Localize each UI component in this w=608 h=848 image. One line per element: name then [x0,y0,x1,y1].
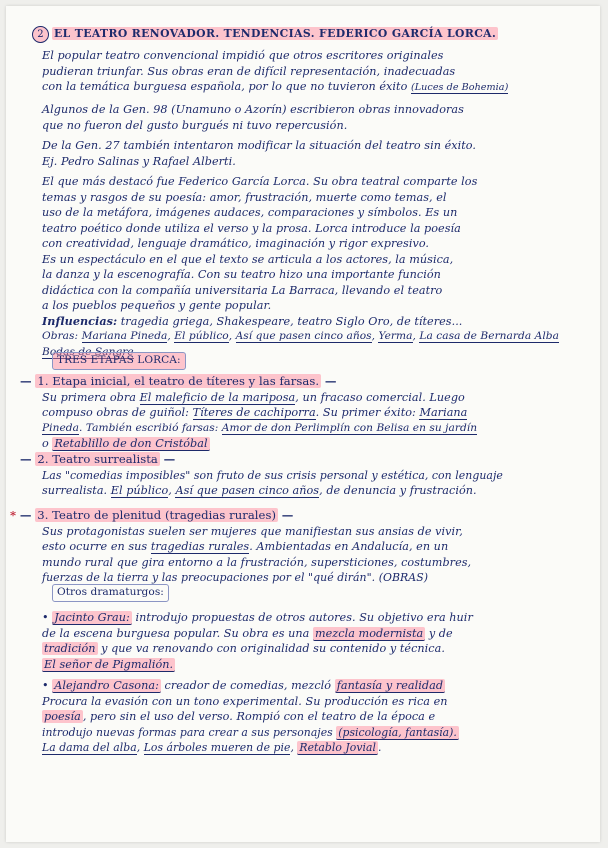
text-line: la danza y la escenografía. Con su teatro hizo una importante función [42,268,441,281]
work-title: Pineda [42,421,80,434]
work-title: Amor de don Perlimplín con Belisa en su jardín [221,421,478,434]
text-span: de la escena burguesa popular. Su obra es una [42,626,310,640]
text-line: uso de la metáfora, imágenes audaces, comparaciones y símbolos. Es un [42,206,458,219]
text-span: Su primera obra [42,390,136,404]
emphasis-text: fantasía y realidad [336,679,444,692]
text-line: didáctica con la compañía universitaria La Barraca, llevando el teatro [42,283,443,297]
work-title: Títeres de cachiporra [192,406,316,419]
text-line: Es un espectáculo en el que el texto se articula a los actores, la música, [42,252,454,266]
work-title: El público [110,484,169,497]
work-title: Mariana Pineda [81,330,168,342]
text-line [20,421,582,437]
text-line: surrealista. El público, Así que pasen cinco años, de denuncia y frustración. [42,484,477,497]
text-line: temas y rasgos de su poesía: amor, frustración, muerte como temas, el [42,190,447,204]
lorca-paragraph [42,174,582,360]
text-line: El que más destacó fue Federico García Lorca. Su obra teatral comparte los [42,175,478,188]
works-line: La dama del alba, Los árboles mueren de pie, Retablo Jovial . [42,741,382,754]
text-line: De la Gen. 27 también intentaron modificar la situación del teatro sin éxito. [42,139,476,152]
emphasis-text: mezcla modernista [315,626,424,640]
text-line: teatro poético donde utiliza el verso y la prosa. Lorca introduce la poesía [42,221,461,235]
section-number: 2 [32,26,49,43]
text-line [20,405,582,421]
emphasis-text: tragedias rurales [150,540,250,553]
work-title: Mariana [419,406,468,419]
text-line: mundo rural que gira entorno a la frustración, supersticiones, costumbres, [42,555,472,569]
work-title: La dama del alba [42,741,137,754]
text-line [42,657,582,673]
work-title: Retablillo de don Cristóbal [54,437,208,450]
text-line [42,641,582,657]
work-title: El maleficio de la mariposa [139,390,296,404]
text-span: . Ambientadas en Andalucía, en un [249,540,449,553]
emphasis-text: tradición [44,642,96,655]
text-span: introdujo propuestas de otros autores. Su objetivo era huir [135,611,473,624]
emphasis-text: (psicología, fantasía). [338,725,457,739]
text-line: Las "comedias imposibles" son fruto de sus crisis personal y estética, con lenguaje [42,468,503,482]
work-title: El público [174,330,229,342]
work-title: El señor de Pigmalión. [44,657,174,671]
text-span: esto ocurre en sus [42,540,148,553]
text-span: compuso obras de guiñol: [42,406,189,419]
text-line: pudieran triunfar. Sus obras eran de difícil representación, inadecuadas [42,64,456,78]
work-title: Así que pasen cinco años [175,484,320,497]
page-title: EL TEATRO RENOVADOR. TENDENCIAS. FEDERICO GARCÍA LORCA. [54,27,497,40]
etapa1-block [20,374,582,452]
work-title: La casa de Bernarda Alba [419,330,559,342]
work-title: Bodas de Sangre [42,345,134,358]
work-title: (Luces de Bohemia) [410,82,509,93]
text-span: y de [428,626,453,640]
etapa2-heading-line: — 2. Teatro surrealista — [20,452,176,466]
gen27-paragraph [42,138,582,169]
text-line [42,725,582,741]
otros-title: Otros dramaturgos: [52,584,169,602]
etapas-title-block [52,352,582,370]
etapa2-heading: 2. Teatro surrealista [37,452,158,466]
text-line [42,626,582,642]
works-line: Obras: Mariana Pineda, El público, Así que pasen cinco años, Yerma, La casa de Bernarda Alba [42,330,559,342]
text-line [42,709,582,725]
text-line: El popular teatro convencional impidió que otros escritores originales [42,49,444,62]
text-line: fuerzas de la tierra y las preocupaciones por el "qué dirán". (OBRAS) [42,571,429,584]
grau-block [42,610,582,672]
etapas-title: TRES ETAPAS LORCA: [52,352,186,370]
text-line: con creatividad, lenguaje dramático, imaginación y rigor expresivo. [42,237,430,250]
gen98-paragraph [42,102,582,133]
text-line [42,79,582,96]
etapa3-block [10,508,582,586]
text-span: con la temática burguesa española, por lo que no tuvieron éxito [42,80,408,93]
works-label: Obras: [42,330,79,342]
text-line: Algunos de la Gen. 98 (Unamuno o Azorín) escribieron obras innovadoras [42,103,464,116]
intro-paragraph [42,48,582,96]
text-line: Ej. Pedro Salinas y Rafael Alberti. [42,154,236,168]
text-line: a los pueblos pequeños y gente popular. [42,299,272,312]
text-span: introdujo nuevas formas para crear a sus personajes [42,725,333,739]
page-header [32,26,582,43]
notebook-sheet [6,6,600,842]
text-line: • Alejandro Casona: creador de comedias, mezcló fantasía y realidad [42,679,444,692]
work-title: Así que pasen cinco años [235,330,372,342]
etapa2-block [20,452,582,499]
influences-line [42,314,582,330]
text-line [10,539,582,555]
text-span: , de denuncia y frustración. [319,484,477,497]
text-line: que no fueron del gusto burgués ni tuvo repercusión. [42,118,348,132]
text-line: Procura la evasión con un tono experimental. Su producción es rica en [42,694,448,708]
author-name: Alejandro Casona: [54,679,159,692]
text-span: . Su primer éxito: [315,406,416,419]
text-span: , un fracaso comercial. Luego [295,390,465,404]
text-line: Sus protagonistas suelen ser mujeres que manifiestan sus ansias de vivir, [42,524,463,538]
text-span: , pero sin el uso del verso. Rompió con el teatro de la época e [82,710,436,723]
text-span: . También escribió farsas: [79,421,219,434]
otros-title-block [52,584,582,602]
author-name: Jacinto Grau: [54,611,130,624]
casona-block [42,678,582,756]
influences-text: tragedia griega, Shakespeare, teatro Siglo Oro, de títeres... [120,314,463,328]
text-line [20,390,582,406]
text-line: • Jacinto Grau: introdujo propuestas de otros autores. Su objetivo era huir [42,611,473,624]
text-span: y que va renovando con originalidad su contenido y técnica. [101,642,445,655]
etapa1-heading: 1. Etapa inicial, el teatro de títeres y las farsas. [37,374,320,388]
text-span: creador de comedias, mezcló [164,679,332,692]
text-span: surrealista. [42,484,108,497]
emphasis-text: poesía [44,710,81,723]
work-title: Retablo Jovial [299,741,376,754]
work-title: Yerma [378,330,413,342]
text-line [20,436,582,452]
etapa3-heading-line: * — 3. Teatro de plenitud (tragedias rurales) — [10,508,294,522]
etapa3-heading: 3. Teatro de plenitud (tragedias rurales) [37,508,277,522]
influences-label: Influencias: [42,313,118,328]
etapa1-heading-line: — 1. Etapa inicial, el teatro de títeres y las farsas. — [20,374,337,388]
work-title: Los árboles mueren de pie [143,741,291,754]
star-mark: * [10,508,17,522]
text-span: o [42,437,49,450]
